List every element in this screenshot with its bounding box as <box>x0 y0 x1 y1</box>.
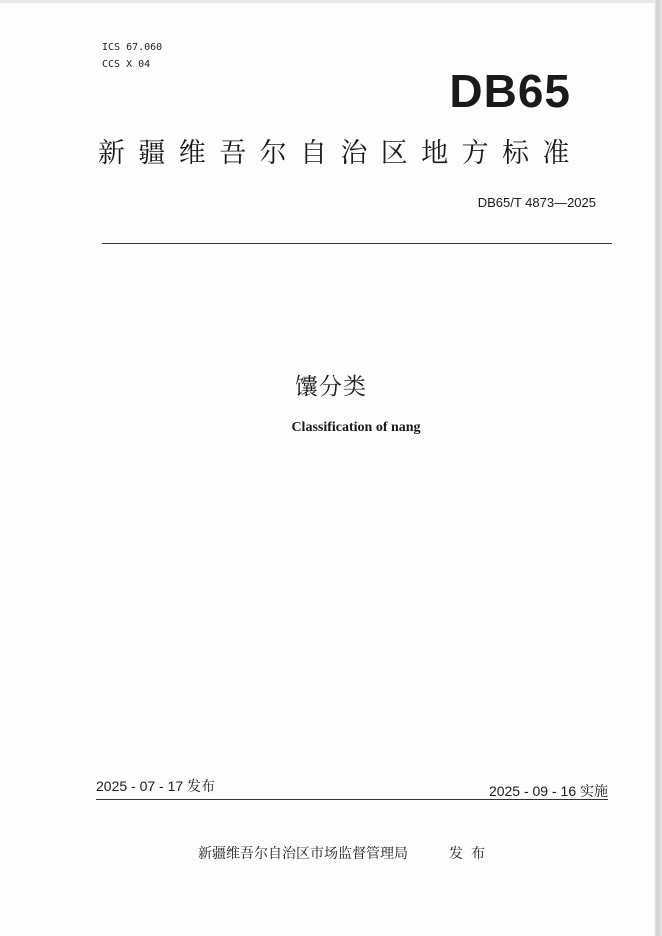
document-title-english: Classification of nang <box>291 420 421 435</box>
footer-divider <box>96 799 608 800</box>
standard-logo: DB65 <box>449 65 571 117</box>
publish-label: 发布 <box>449 846 493 862</box>
scan-top-edge <box>0 0 662 3</box>
document-title-chinese: 馕分类 <box>295 374 367 400</box>
standard-type-heading: 新疆维吾尔自治区地方标准 <box>98 138 583 169</box>
standard-number: DB65/T 4873—2025 <box>477 195 596 210</box>
issue-date: 2025 - 07 - 17 发布 <box>96 778 216 794</box>
implementation-date: 2025 - 09 - 16 实施 <box>488 783 608 799</box>
header-divider <box>102 243 612 244</box>
publisher-name: 新疆维吾尔自治区市场监督管理局 <box>198 846 408 862</box>
ccs-code: CCS X 04 <box>102 59 151 70</box>
scan-right-edge <box>654 0 662 936</box>
ics-code: ICS 67.060 <box>102 42 163 53</box>
